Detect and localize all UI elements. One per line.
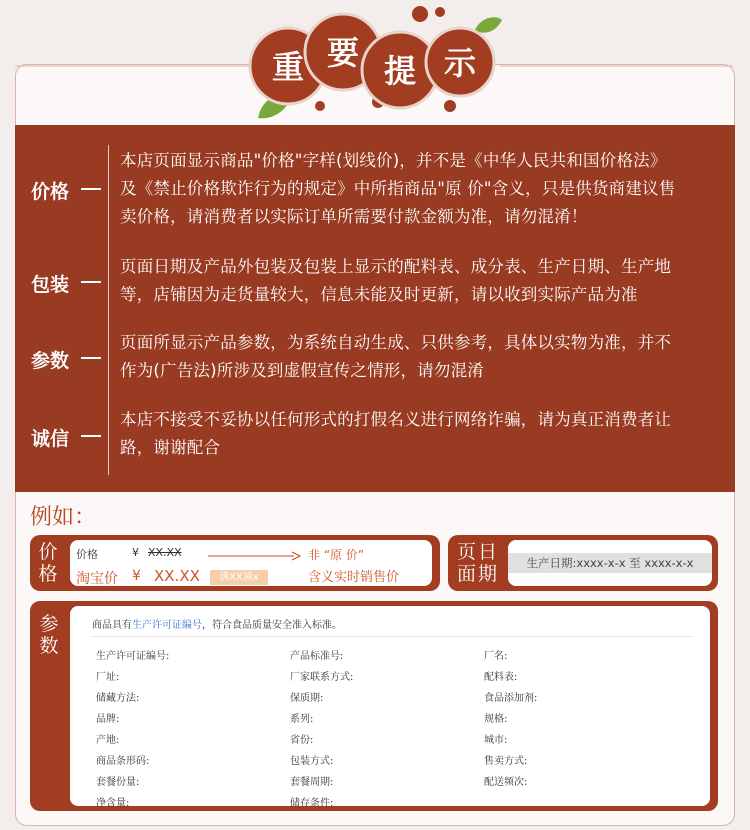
notice-text: [120, 147, 720, 231]
license-link[interactable]: 生产许可证编号: [132, 620, 202, 631]
timeline-line: [108, 145, 109, 475]
production-date: 生产日期:xxxx-x-x 至 xxxx-x-x: [508, 553, 712, 573]
title-char-2: 要: [326, 34, 360, 72]
deco-circle: [315, 101, 325, 111]
notice-panel: [15, 125, 735, 492]
param-field: 城市:: [484, 735, 508, 746]
date-box-label: 页日 面期: [456, 541, 499, 585]
param-field: 套餐周期:: [290, 777, 334, 788]
param-field: 净含量:: [96, 798, 130, 809]
param-field: 规格:: [484, 714, 508, 725]
notice-label: 包装: [31, 274, 70, 296]
param-field: 食品添加剂:: [484, 693, 538, 704]
param-field: 配料表:: [484, 672, 518, 683]
param-field: 套餐份量:: [96, 777, 140, 788]
param-field: 产地:: [96, 735, 120, 746]
notice-line: 及《禁止价格欺诈行为的规定》中所指商品"原 价"含义，只是供货商建议售: [120, 179, 676, 198]
deco-circle: [435, 7, 445, 17]
taobao-price-label: 淘宝价: [76, 571, 118, 587]
title-char-1: 重: [271, 48, 305, 86]
param-field: 产品标准号:: [290, 651, 344, 662]
timeline-tick: [81, 357, 101, 359]
notice-line: 页面所显示产品参数，为系统自动生成、只供参考，具体以实物为准，并不: [120, 333, 672, 352]
example-title: 例如：: [30, 505, 97, 530]
deco-circle: [444, 100, 456, 112]
promo-badge: 满XX减x: [210, 570, 268, 585]
realtime-price-note: 含义实时销售价: [308, 570, 400, 585]
non-original-price-note: 非 “原 价”: [308, 548, 365, 562]
notice-line: 等，店铺因为走货量较大，信息未能及时更新，请以收到实际产品为准: [120, 285, 638, 304]
price-example-box: [30, 535, 440, 591]
notice-text: [120, 406, 720, 462]
notice-label: 价格: [31, 181, 70, 203]
notice-line: 本店不接受不妥协以任何形式的打假名义进行网络诈骗，请为真正消费者让: [120, 410, 672, 429]
date-example-box: [448, 535, 718, 591]
title-char-3: 提: [383, 52, 417, 90]
notice-line: 本店页面显示商品"价格"字样(划线价)，并不是《中华人民共和国价格法》: [120, 151, 667, 170]
param-field: 厂址:: [96, 672, 120, 683]
notice-label: 参数: [31, 350, 70, 372]
price-box-inner: [70, 540, 432, 586]
leaf-icon-right: [475, 17, 502, 33]
param-field: 包装方式:: [290, 756, 334, 767]
deco-circle: [412, 6, 428, 22]
notice-line: 页面日期及产品外包装及包装上显示的配料表、成分表、生产日期、生产地: [120, 257, 672, 276]
param-field: 省份:: [290, 735, 314, 746]
params-box-label: 参 数: [39, 613, 59, 657]
arrow-right-icon: [208, 550, 302, 562]
params-intro: 商品具有生产许可证编号，符合食品质量安全准入标准。: [92, 620, 342, 631]
taobao-price: XX.XX: [154, 567, 200, 585]
params-example-box: [30, 601, 718, 811]
notice-line: 作为(广告法)所涉及到虚假宣传之情形，请勿混淆: [120, 361, 484, 380]
header-banner: [0, 0, 750, 125]
param-field: 厂名:: [484, 651, 508, 662]
params-box-inner: [70, 606, 710, 809]
title-char-4: 示: [443, 44, 477, 82]
param-field: 商品条形码:: [96, 756, 150, 767]
param-field: 生产许可证编号:: [96, 651, 170, 662]
param-field: 品牌:: [96, 714, 120, 725]
notice-text: [120, 329, 720, 385]
taobao-symbol: ¥: [132, 568, 141, 584]
date-box-inner: [508, 540, 712, 586]
param-field: 售卖方式:: [484, 756, 528, 767]
notice-label: 诚信: [31, 428, 70, 450]
price-box-label: 价 格: [38, 541, 58, 585]
notice-line: 路，谢谢配合: [120, 438, 221, 457]
timeline-tick: [81, 281, 101, 283]
crossed-symbol: ¥: [132, 546, 139, 559]
param-field: 配送频次:: [484, 777, 528, 788]
params-divider: [92, 636, 692, 637]
param-field: 储存条件:: [290, 798, 334, 809]
timeline-tick: [81, 435, 101, 437]
notice-line: 卖价格，请消费者以实际订单所需要付款金额为准，请勿混淆！: [120, 207, 588, 226]
param-field: 系列:: [290, 714, 314, 725]
param-field: 厂家联系方式:: [290, 672, 354, 683]
timeline-tick: [81, 188, 101, 190]
param-field: 保质期:: [290, 693, 324, 704]
notice-text: [120, 253, 720, 309]
price-label: 价格: [76, 548, 98, 561]
crossed-price: XX.XX: [148, 546, 182, 559]
param-field: 储藏方法:: [96, 693, 140, 704]
